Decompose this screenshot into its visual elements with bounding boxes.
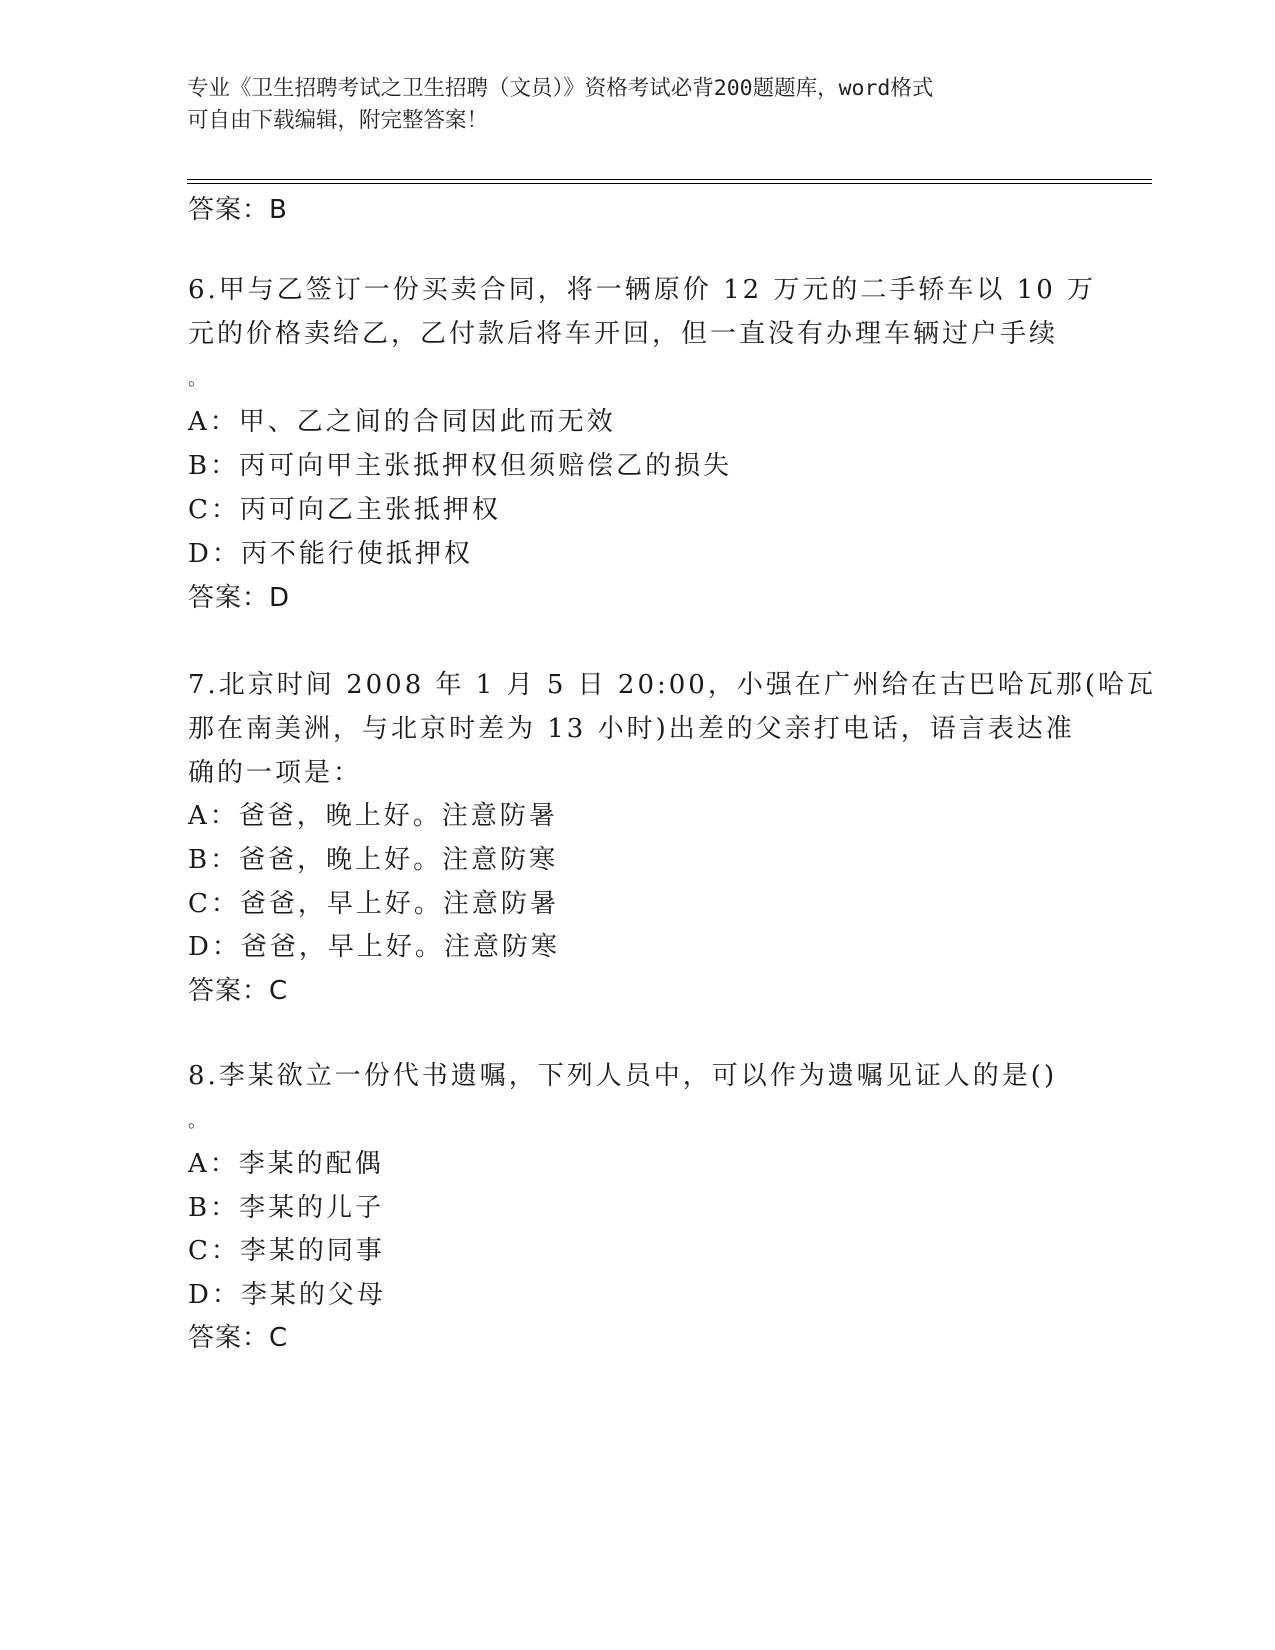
- answer-7: 答案：C: [188, 976, 289, 1006]
- question-8-line-1: 8.李某欲立一份代书遗嘱，下列人员中，可以作为遗嘱见证人的是(): [188, 1061, 1058, 1091]
- question-7-line-3: 确的一项是：: [188, 758, 363, 788]
- header-rule-top: [187, 179, 1152, 180]
- question-6-line-1: 6.甲与乙签订一份买卖合同，将一辆原价 12 万元的二手轿车以 10 万: [188, 275, 1097, 305]
- document-header: [187, 73, 1087, 137]
- question-6-option-a: A：甲、乙之间的合同因此而无效: [188, 407, 616, 437]
- answer-8: 答案：C: [188, 1323, 289, 1353]
- header-line-1: 专业《卫生招聘考试之卫生招聘（文员）》资格考试必背200题题库，word格式: [187, 76, 934, 101]
- header-line-2: 可自由下载编辑，附完整答案！: [187, 108, 489, 133]
- question-8-option-c: C：李某的同事: [188, 1236, 385, 1266]
- question-8-option-a: A：李某的配偶: [188, 1149, 384, 1179]
- question-6-option-d: D：丙不能行使抵押权: [188, 539, 473, 569]
- question-6-option-c: C：丙可向乙主张抵押权: [188, 495, 501, 525]
- question-6-option-b: B：丙可向甲主张抵押权但须赔偿乙的损失: [188, 451, 733, 481]
- question-8-option-d: D：李某的父母: [188, 1280, 386, 1310]
- question-8-line-2: 。: [188, 1111, 209, 1132]
- question-7-option-c: C：爸爸，早上好。注意防暑: [188, 889, 559, 919]
- answer-5: 答案：B: [188, 195, 288, 225]
- header-rule-bottom: [187, 183, 1152, 184]
- question-7-option-d: D：爸爸，早上好。注意防寒: [188, 932, 560, 962]
- question-8-option-b: B：李某的儿子: [188, 1193, 385, 1223]
- question-7-line-2: 那在南美洲，与北京时差为 13 小时)出差的父亲打电话，语言表达准: [188, 714, 1075, 744]
- question-6-line-2: 元的价格卖给乙，乙付款后将车开回，但一直没有办理车辆过户手续: [188, 319, 1059, 349]
- question-7-line-1: 7.北京时间 2008 年 1 月 5 日 20:00，小强在广州给在古巴哈瓦那(哈瓦: [188, 670, 1156, 700]
- answer-6: 答案：D: [188, 583, 291, 613]
- question-7-option-b: B：爸爸，晚上好。注意防寒: [188, 845, 559, 875]
- question-7-option-a: A：爸爸，晚上好。注意防暑: [188, 801, 558, 831]
- question-6-line-3: 。: [188, 369, 209, 390]
